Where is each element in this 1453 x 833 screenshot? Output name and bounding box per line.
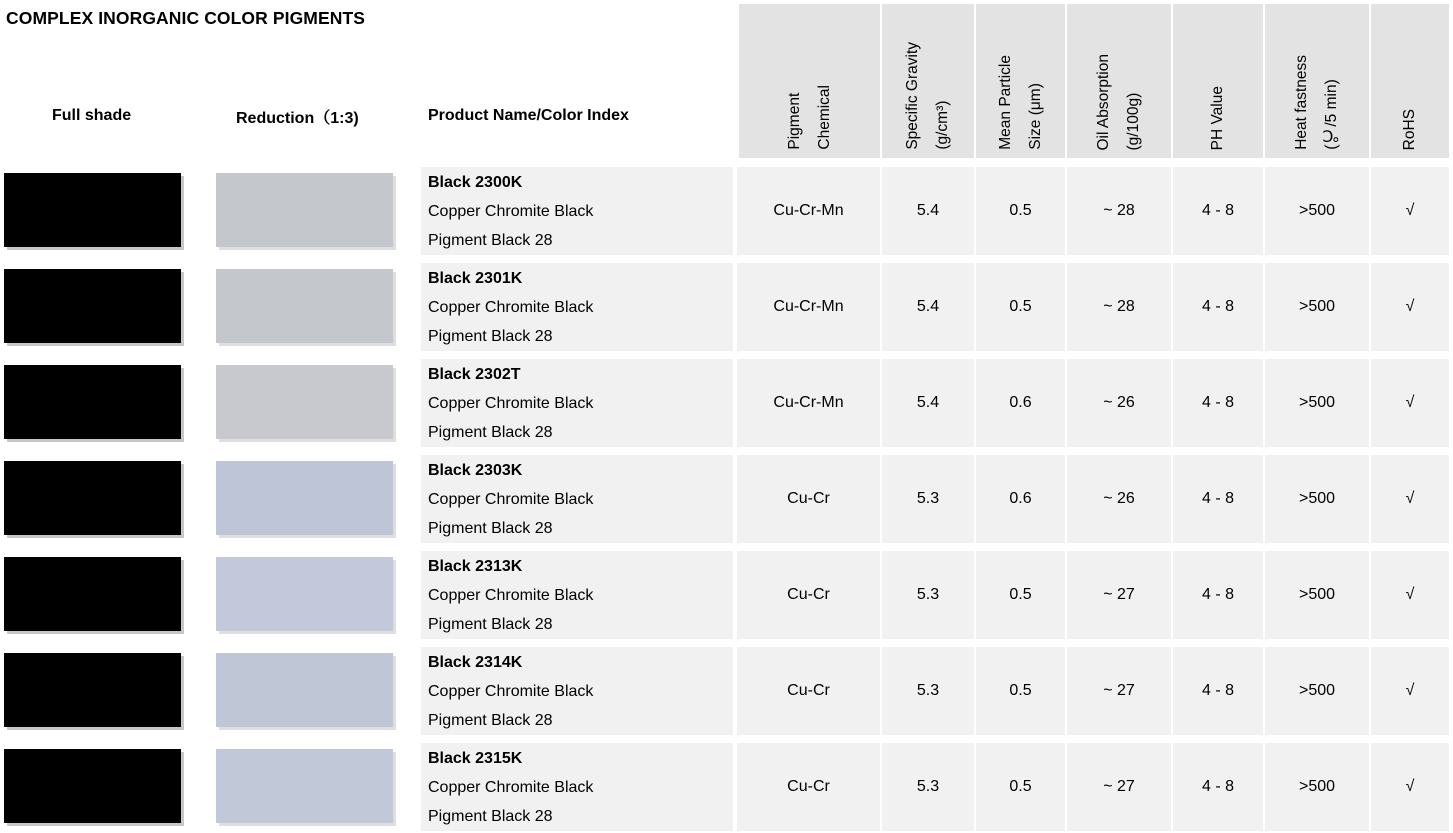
particle-size-header <box>976 4 1065 158</box>
rohs-cell: √ <box>1371 359 1449 447</box>
page-title: COMPLEX INORGANIC COLOR PIGMENTS <box>6 8 366 28</box>
header-line: Oil Absorption <box>1095 53 1112 150</box>
reduction-swatch <box>216 749 393 823</box>
gravity-cell: 5.3 <box>882 551 974 639</box>
chemical-cell: Cu-Cr <box>737 551 880 639</box>
oil-absorption-cell: ~ 26 <box>1067 455 1171 543</box>
full-shade-swatch <box>4 365 181 439</box>
specific-gravity-header-label <box>898 42 958 150</box>
ph-cell: 4 - 8 <box>1173 263 1263 351</box>
chemical-name: Copper Chromite Black <box>428 203 594 220</box>
gravity-cell: 5.3 <box>882 743 974 831</box>
heat-cell: >500 <box>1265 647 1369 735</box>
chemical-name: Copper Chromite Black <box>428 587 594 604</box>
rohs-header <box>1371 4 1449 158</box>
product-name: Black 2315K <box>428 750 523 767</box>
product-name: Black 2300K <box>428 174 523 191</box>
chemical-cell: Cu-Cr <box>737 455 880 543</box>
product-cell <box>421 551 733 639</box>
header-line: Heat fastness <box>1293 55 1310 150</box>
chemical-cell: Cu-Cr-Mn <box>737 263 880 351</box>
rohs-cell: √ <box>1371 455 1449 543</box>
oil-absorption-cell: ~ 28 <box>1067 263 1171 351</box>
product-name: Black 2302T <box>428 366 521 383</box>
reduction-swatch <box>216 557 393 631</box>
particle-size-header-label <box>991 55 1051 150</box>
full-shade-swatch <box>4 557 181 631</box>
header-line: Size (μm) <box>1026 83 1044 150</box>
oil-absorption-cell: ~ 27 <box>1067 647 1171 735</box>
chemical-name: Copper Chromite Black <box>428 491 594 508</box>
heat-header <box>1265 4 1369 158</box>
ph-cell: 4 - 8 <box>1173 167 1263 255</box>
header-line: (℃/5 min) <box>1323 79 1340 150</box>
full-shade-swatch <box>4 653 181 727</box>
table-row <box>0 743 1453 833</box>
reduction-swatch <box>216 365 393 439</box>
chemical-name: Copper Chromite Black <box>428 395 594 412</box>
table-row <box>0 263 1453 353</box>
table-row <box>0 455 1453 545</box>
product-cell <box>421 743 733 831</box>
full-shade-swatch <box>4 461 181 535</box>
chemical-cell: Cu-Cr <box>737 743 880 831</box>
particle-size-cell: 0.6 <box>976 455 1065 543</box>
header-line: Pigment <box>785 93 803 150</box>
ph-cell: 4 - 8 <box>1173 359 1263 447</box>
full-shade-swatch <box>4 749 181 823</box>
chemical-cell: Cu-Cr-Mn <box>737 359 880 447</box>
header-line: Mean Particle <box>996 55 1014 150</box>
product-name: Black 2303K <box>428 462 523 479</box>
color-index: Pigment Black 28 <box>428 616 553 633</box>
reduction-header: Reduction（1:3) <box>236 110 359 127</box>
particle-size-cell: 0.5 <box>976 167 1065 255</box>
heat-cell: >500 <box>1265 743 1369 831</box>
rohs-cell: √ <box>1371 647 1449 735</box>
particle-size-cell: 0.5 <box>976 647 1065 735</box>
particle-size-cell: 0.6 <box>976 359 1065 447</box>
color-index: Pigment Black 28 <box>428 808 553 825</box>
ph-cell: 4 - 8 <box>1173 647 1263 735</box>
oil-absorption-cell: ~ 26 <box>1067 359 1171 447</box>
full-shade-swatch <box>4 269 181 343</box>
color-index: Pigment Black 28 <box>428 328 553 345</box>
color-index: Pigment Black 28 <box>428 232 553 249</box>
color-index: Pigment Black 28 <box>428 520 553 537</box>
table-row <box>0 647 1453 737</box>
chemical-name: Copper Chromite Black <box>428 299 594 316</box>
ph-cell: 4 - 8 <box>1173 455 1263 543</box>
reduction-swatch <box>216 269 393 343</box>
full-shade-header: Full shade <box>52 107 132 124</box>
pigment-chemical-header-label <box>780 85 840 150</box>
specific-gravity-header <box>882 4 974 158</box>
oil-absorption-header <box>1067 4 1171 158</box>
chemical-name: Copper Chromite Black <box>428 779 594 796</box>
heat-cell: >500 <box>1265 359 1369 447</box>
reduction-swatch <box>216 653 393 727</box>
table-row <box>0 167 1453 257</box>
product-name: Black 2301K <box>428 270 523 287</box>
ph-header <box>1173 4 1263 158</box>
color-index: Pigment Black 28 <box>428 424 553 441</box>
oil-absorption-cell: ~ 27 <box>1067 551 1171 639</box>
header-line: (g/cm³) <box>934 100 951 150</box>
rohs-cell: √ <box>1371 167 1449 255</box>
oil-absorption-header-label <box>1089 54 1149 151</box>
oil-absorption-cell: ~ 28 <box>1067 167 1171 255</box>
oil-absorption-cell: ~ 27 <box>1067 743 1171 831</box>
ph-header-label <box>1203 86 1233 150</box>
gravity-cell: 5.3 <box>882 647 974 735</box>
header-line: Chemical <box>815 85 833 150</box>
chemical-name: Copper Chromite Black <box>428 683 594 700</box>
rohs-cell: √ <box>1371 263 1449 351</box>
header-line: Specific Gravity <box>904 42 921 150</box>
product-cell <box>421 263 733 351</box>
product-cell <box>421 359 733 447</box>
product-cell <box>421 167 733 255</box>
gravity-cell: 5.4 <box>882 359 974 447</box>
pigment-chemical-header <box>739 4 880 158</box>
chemical-cell: Cu-Cr-Mn <box>737 167 880 255</box>
particle-size-cell: 0.5 <box>976 743 1065 831</box>
reduction-swatch <box>216 461 393 535</box>
header-line: RoHS <box>1401 108 1418 150</box>
reduction-swatch <box>216 173 393 247</box>
gravity-cell: 5.4 <box>882 167 974 255</box>
ph-cell: 4 - 8 <box>1173 743 1263 831</box>
heat-header-label <box>1287 55 1347 150</box>
product-name: Black 2314K <box>428 654 523 671</box>
rohs-header-label <box>1395 109 1425 150</box>
ph-cell: 4 - 8 <box>1173 551 1263 639</box>
heat-cell: >500 <box>1265 263 1369 351</box>
product-cell <box>421 455 733 543</box>
heat-cell: >500 <box>1265 455 1369 543</box>
header-line: (g/100g) <box>1125 92 1142 150</box>
heat-cell: >500 <box>1265 551 1369 639</box>
full-shade-swatch <box>4 173 181 247</box>
chemical-cell: Cu-Cr <box>737 647 880 735</box>
product-header: Product Name/Color Index <box>428 107 629 124</box>
header-line: PH Value <box>1209 85 1226 150</box>
particle-size-cell: 0.5 <box>976 263 1065 351</box>
gravity-cell: 5.4 <box>882 263 974 351</box>
particle-size-cell: 0.5 <box>976 551 1065 639</box>
product-name: Black 2313K <box>428 558 523 575</box>
gravity-cell: 5.3 <box>882 455 974 543</box>
table-row <box>0 551 1453 641</box>
rohs-cell: √ <box>1371 743 1449 831</box>
color-index: Pigment Black 28 <box>428 712 553 729</box>
table-row <box>0 359 1453 449</box>
product-cell <box>421 647 733 735</box>
rohs-cell: √ <box>1371 551 1449 639</box>
heat-cell: >500 <box>1265 167 1369 255</box>
